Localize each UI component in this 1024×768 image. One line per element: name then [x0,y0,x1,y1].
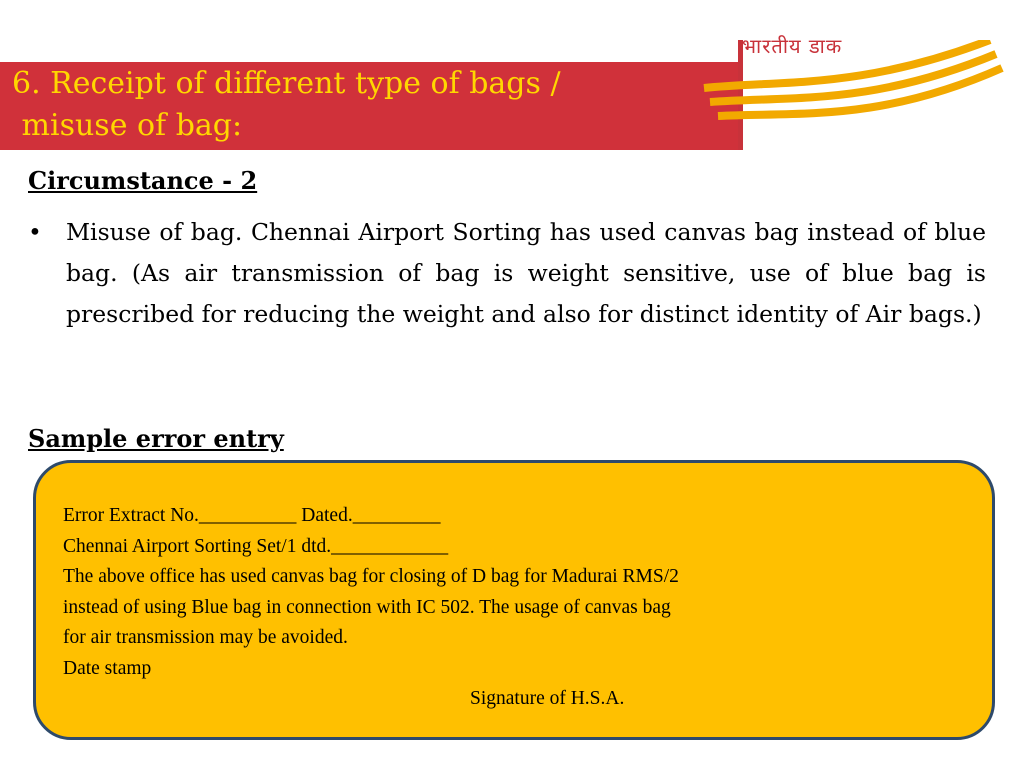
sample-line: Chennai Airport Sorting Set/1 dtd.____________ [63,535,449,557]
circumstance-bullet [28,212,986,335]
sample-entry-box [33,460,995,740]
signature-line: Signature of H.S.A. [470,688,625,709]
sample-line: The above office has used canvas bag for closing of D bag for Madurai RMS/2 [63,566,679,587]
slide-title-line2: misuse of bag: [21,108,243,143]
logo-text: भारतीय डाक [742,34,843,58]
bullet-dot: • [28,218,42,246]
slide-title-line1: 6. Receipt of different type of bags / [12,66,561,101]
slide-title [12,63,712,147]
circumstance-heading: Circumstance - 2 [28,166,258,195]
sample-entry-text [63,501,983,715]
sample-line: for air transmission may be avoided. [63,627,348,648]
sample-line: Date stamp [63,657,152,679]
sample-line: instead of using Blue bag in connection with IC 502. The usage of canvas bag [63,596,671,618]
sample-heading: Sample error entry [28,424,284,453]
bullet-text: Misuse of bag. Chennai Airport Sorting has used canvas bag instead of blue bag. (As air transmission of bag is weight sensitive, use of blue bag is prescribed for reducing the weight and also for distinct identity of Air bags.) [66,218,986,328]
sample-line: Error Extract No.__________ Dated._________ [63,505,441,526]
